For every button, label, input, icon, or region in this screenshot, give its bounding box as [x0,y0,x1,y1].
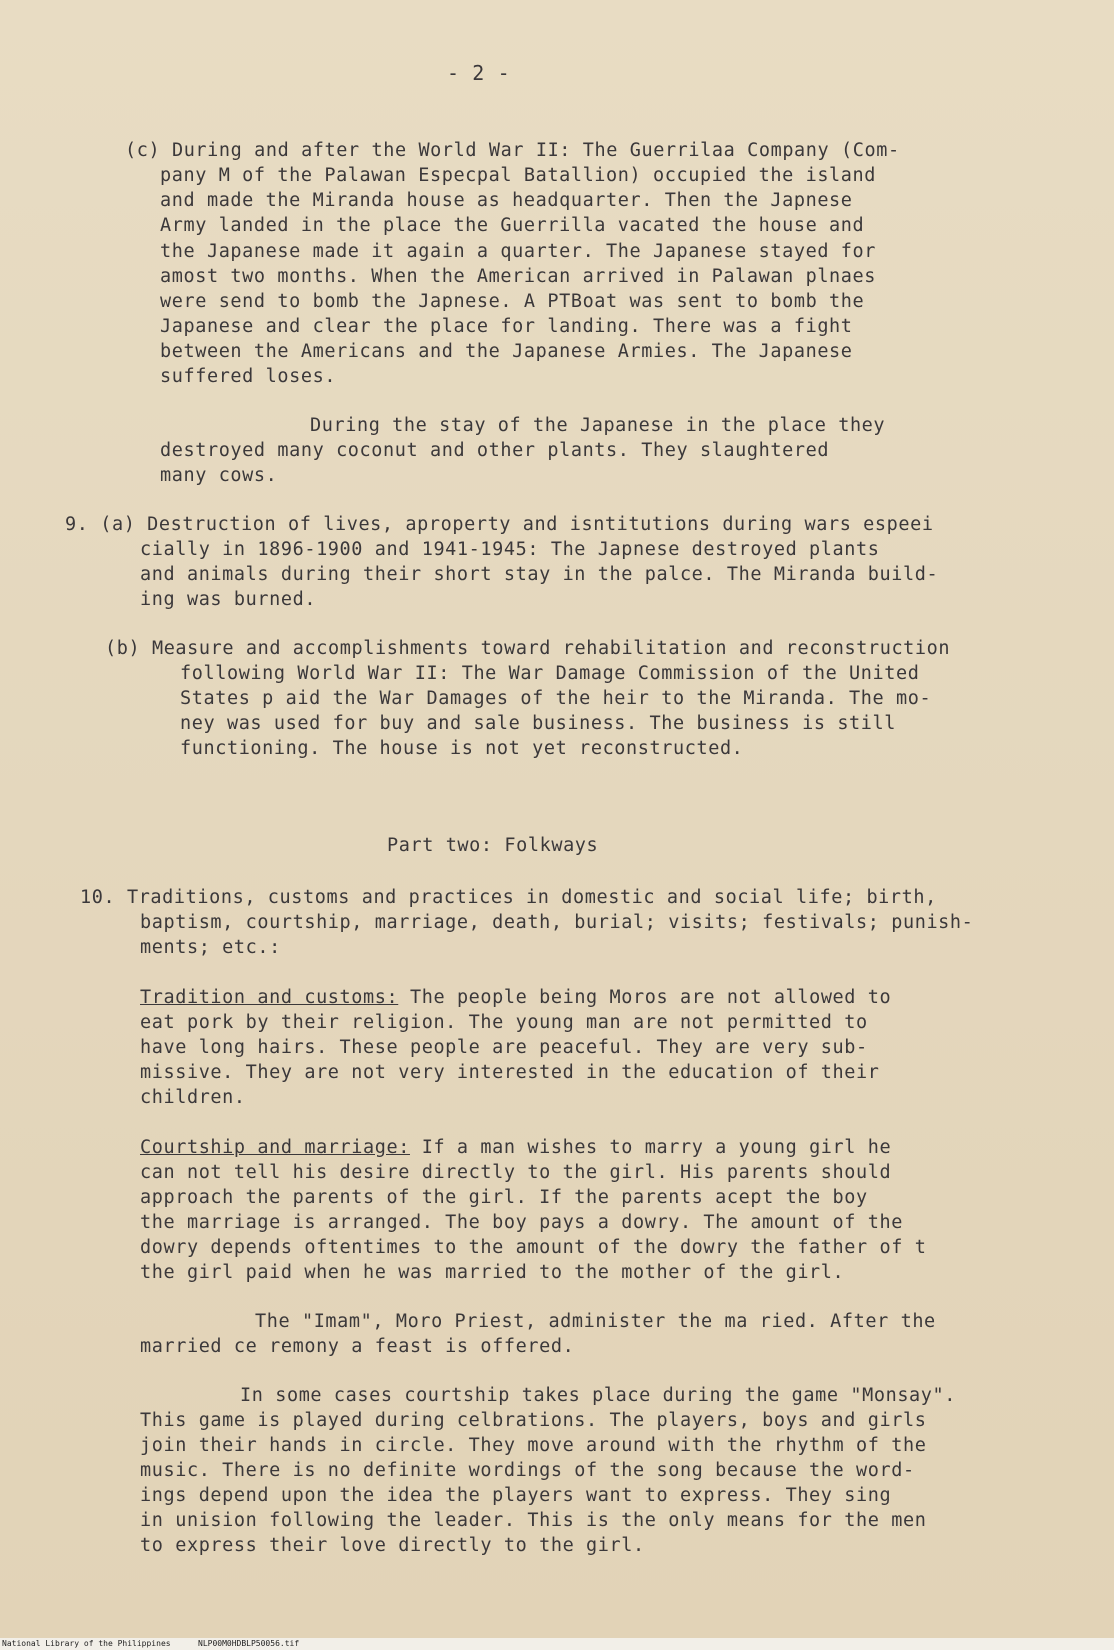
monsay-line: in unision following the leader. This is the only means for the men [140,1510,927,1531]
courtship-line: dowry depends oftentimes to the amount of the dowry the father of t [140,1237,927,1258]
courtship-line: can not tell his desire directly to the girl. His parents should [140,1162,892,1183]
item-10-line: baptism, courtship, marriage, death, burial; visits; festivals; punish- [140,912,974,933]
tradition-line: children. [140,1087,246,1108]
section-c-line: and made the Miranda house as headquarter. Then the Japnese [160,190,853,211]
imam-line: married ce remony a feast is offered. [140,1336,575,1357]
item-10-line: 10. Traditions, customs and practices in domestic and social life; birth, [80,887,937,908]
item-9a-line: and animals during their short stay in the palce. The Miranda build- [140,564,939,585]
tradition-line: missive. They are not very interested in the education of their [140,1062,880,1083]
monsay-line: In some cases courtship takes place during the game "Monsay". [240,1385,957,1406]
section-c-line: (c) During and after the World War II: The Guerrilaa Company (Com- [125,140,900,161]
section-c-line: pany M of the Palawan Especpal Batallion) occupied the island [160,165,877,186]
section-c-line: were send to bomb the Japnese. A PTBoat was sent to bomb the [160,291,865,312]
item-9a-line: cially in 1896-1900 and 1941-1945: The Japnese destroyed plants [140,539,880,560]
footer-filename: NLP00M0HDBLP50056.tif [198,1639,300,1648]
monsay-line: to express their love directly to the girl. [140,1535,645,1556]
section-c-line: between the Americans and the Japanese Armies. The Japanese [160,341,853,362]
item-9b-line: following World War II: The War Damage Commission of the United [180,663,920,684]
courtship-first-line [140,1137,891,1159]
tradition-line: eat pork by their religion. The young man are not permitted to [140,1012,868,1033]
section-c-para2-line: During the stay of the Japanese in the place they [310,415,886,436]
item-9b-line: States p aid the War Damages of the heir to the Miranda. The mo- [180,688,932,709]
part-two-heading: Part two: Folkways [387,835,599,856]
section-c-line: Japanese and clear the place for landing. There was a fight [160,316,853,337]
courtship-first-text: If a man wishes to marry a young girl he [409,1137,892,1158]
page-number: - 2 - [447,61,511,85]
item-9a-line: 9. (a) Destruction of lives, aproperty and isntitutions during wars espeei [65,514,934,535]
section-c-line: the Japanese made it again a quarter. The Japanese stayed for [160,241,877,262]
courtship-line: approach the parents of the girl. If the parents acept the boy [140,1187,868,1208]
monsay-line: ings depend upon the idea the players want to express. They sing [140,1485,892,1506]
section-c-line: Army landed in the place the Guerrilla vacated the house and [160,215,865,236]
section-c-line: amost two months. When the American arrived in Palawan plnaes [160,266,877,287]
section-c-line: suffered loses. [160,366,337,387]
footer-source: National Library of the Philippines [2,1639,171,1648]
tradition-first-line [140,987,891,1009]
monsay-line: join their hands in circle. They move around with the rhythm of the [140,1435,927,1456]
scan-footer [0,1638,1114,1650]
monsay-line: music. There is no definite wordings of the song because the word- [140,1460,915,1481]
section-c-para2-line: many cows. [160,465,278,486]
item-9b-line: functioning. The house is not yet reconstructed. [180,738,744,759]
tradition-line: have long hairs. These people are peaceful. They are very sub- [140,1037,868,1058]
item-9b-line: (b) Measure and accomplishments toward rehabilitation and reconstruction [105,638,951,659]
item-9a-line: ing was burned. [140,589,317,610]
courtship-line: the girl paid when he was married to the mother of the girl. [140,1262,845,1283]
courtship-heading: Courtship and marriage: [140,1137,410,1158]
courtship-line: the marriage is arranged. The boy pays a dowry. The amount of the [140,1212,903,1233]
section-c-para2-line: destroyed many coconut and other plants. They slaughtered [160,440,830,461]
item-9b-line: ney was used for buy and sale business. The business is still [180,713,897,734]
tradition-first-text: The people being Moros are not allowed to [398,987,892,1008]
monsay-line: This game is played during celbrations. The players, boys and girls [140,1410,927,1431]
tradition-heading: Tradition and customs: [140,987,399,1008]
item-10-line: ments; etc.: [140,937,281,958]
imam-line: The "Imam", Moro Priest, administer the ma ried. After the [255,1311,936,1332]
